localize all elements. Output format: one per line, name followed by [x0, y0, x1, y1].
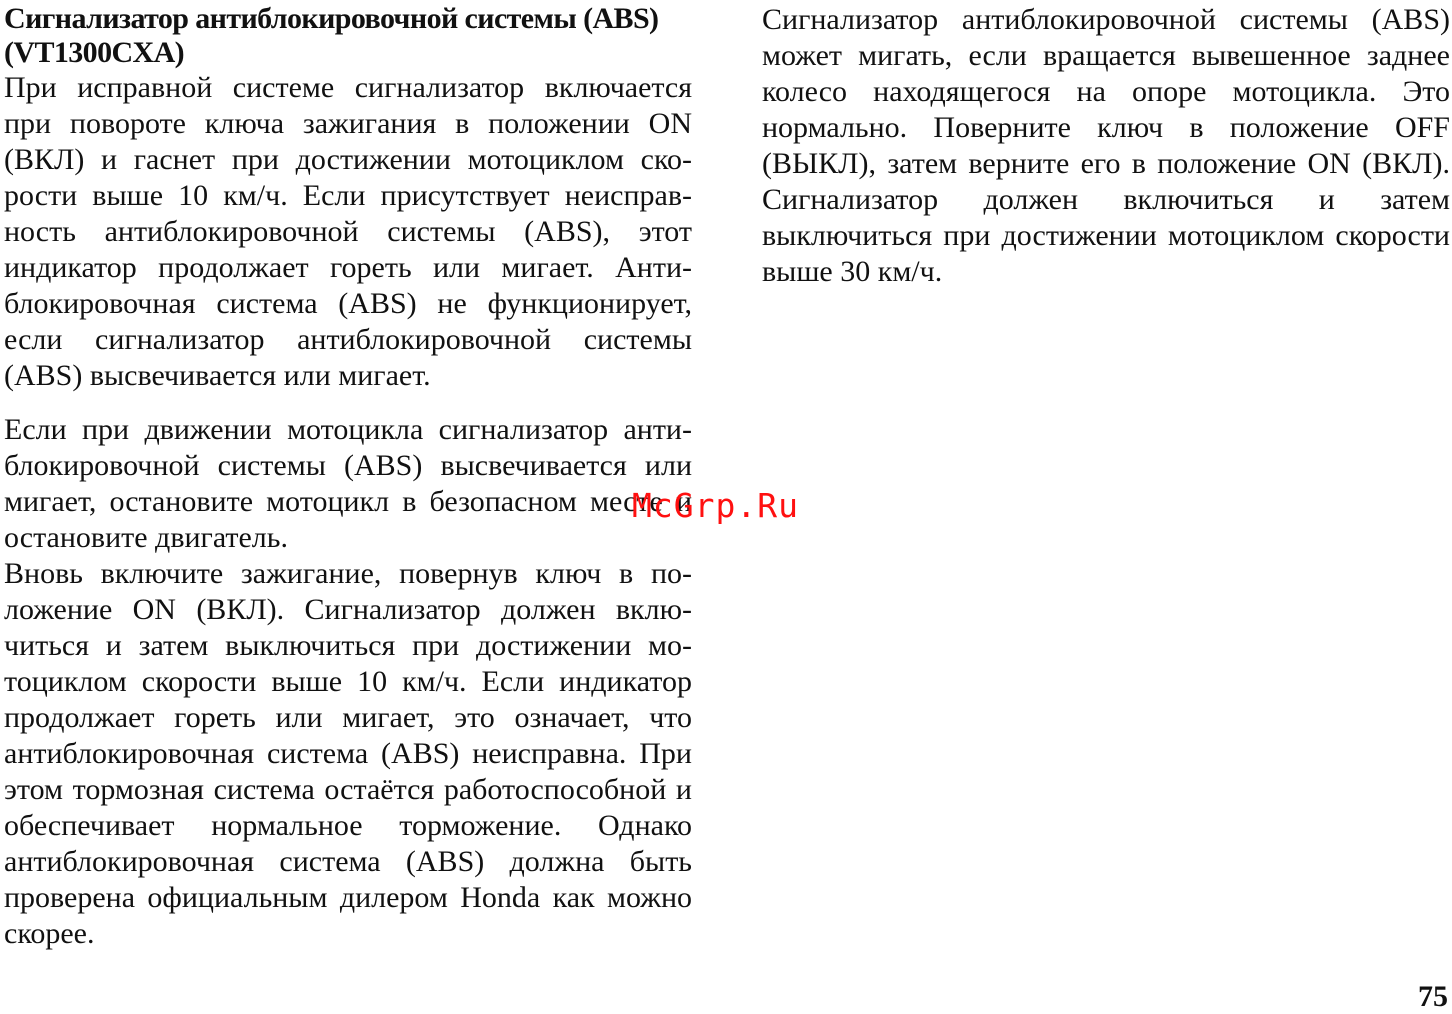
left-column [4, 2, 692, 952]
paragraph-abs-restart: Вновь включите зажигание, повернув ключ в положение ON (ВКЛ). Сигнализатор должен включиться и затем выключиться при достижении мотоциклом скорости выше 10 км/ч. Если индикатор продолжает гореть или мигает, это означает, что антиблокировочная система (ABS) неисправна. При этом тормозная система остаётся работоспособной и обеспечивает нормальное торможение. Однако антиблокировочная система (ABS) должна быть проверена официальным дилером Honda как можно скорее. [4, 557, 692, 950]
paragraph-abs-while-riding: Если при движении мотоцикла сигнализатор антиблокировочной системы (ABS) высвечивается или мигает, остановите мотоцикл в безопасном месте и остановите двигатель. [4, 413, 692, 554]
paragraph-abs-blinking: Сигнализатор антиблокировочной системы (ABS) может мигать, если вращается вывешенное заднее колесо находящегося на опоре мотоцикла. Это нормально. Поверните ключ в положение OFF (ВЫКЛ), затем верните его в положение ON (ВКЛ). Сигнализатор должен включиться и затем выключиться при достижении мотоциклом скорости выше 30 км/ч. [762, 3, 1450, 288]
section-heading [4, 2, 692, 70]
heading-line-1: Сигнализатор антиблокировочной системы (ABS) [4, 2, 659, 35]
paragraph-abs-normal: При исправной системе сигнализатор включается при повороте ключа зажигания в положении ON (ВКЛ) и гаснет при достижении мотоциклом скорости выше 10 км/ч. Если присутствует неисправность антиблокировочной системы (ABS), этот индикатор продолжает гореть или мигает. Антиблокировочная система (ABS) не функционирует, если сигнализатор антиблокировочной системы (ABS) высвечивается или мигает. [4, 71, 692, 392]
right-column [762, 2, 1450, 290]
page-number: 75 [1418, 980, 1448, 1013]
heading-line-2: (VT1300CXA) [4, 36, 185, 69]
watermark: McGrp.Ru [632, 486, 799, 525]
